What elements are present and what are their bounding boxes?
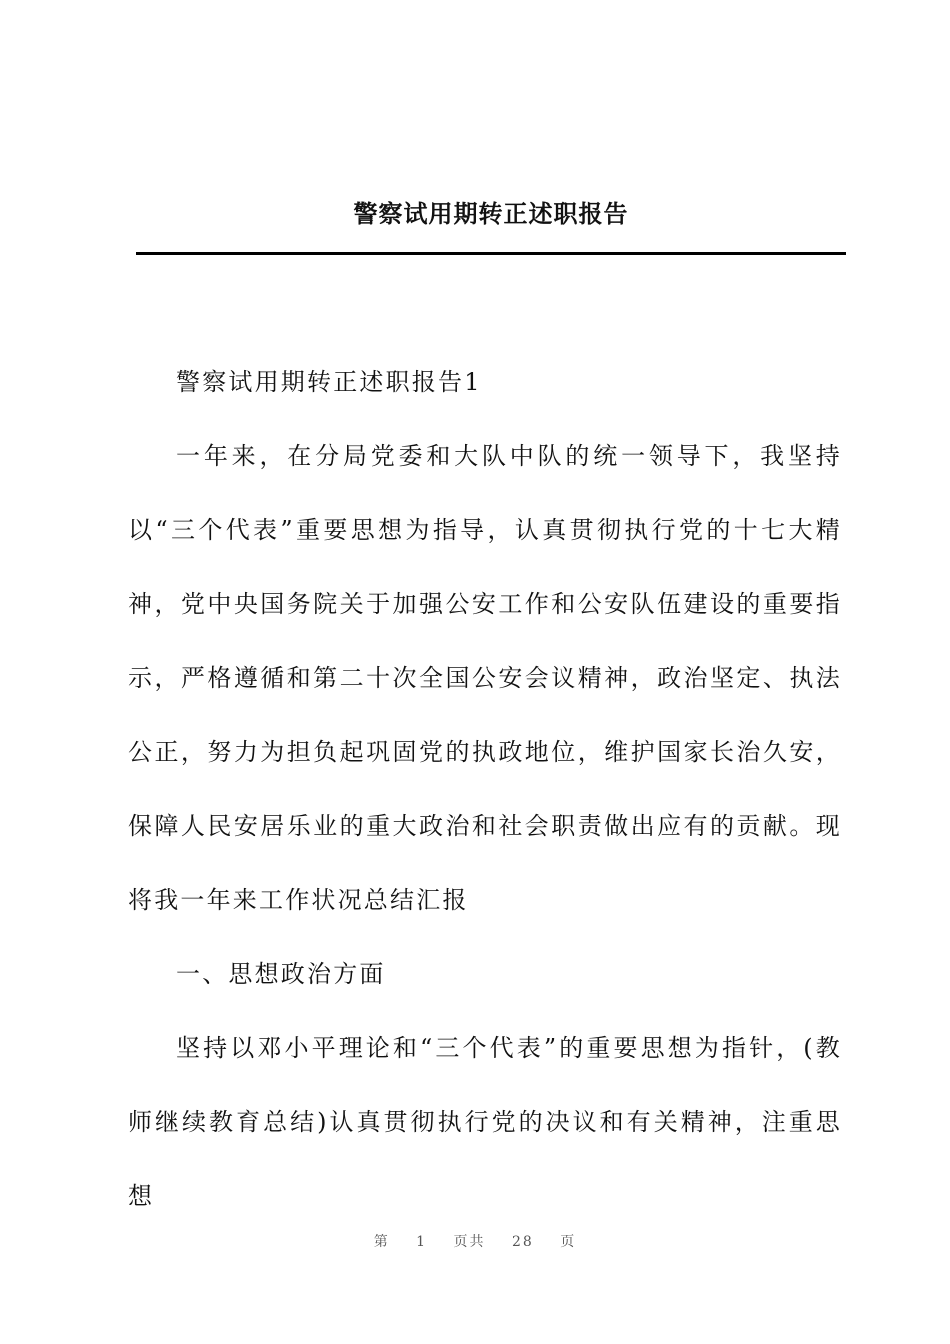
page-total: 28 bbox=[512, 1234, 534, 1250]
document-title: 警察试用期转正述职报告 bbox=[353, 199, 629, 228]
paragraph: 坚持以邓小平理论和“三个代表”的重要思想为指针，(教师继续教育总结)认真贯彻执行党的决议和有关精神，注重思想 bbox=[128, 1034, 842, 1210]
section-heading: 警察试用期转正述职报告1 bbox=[176, 368, 482, 396]
paragraph: 一年来，在分局党委和大队中队的统一领导下，我坚持以“三个代表”重要思想为指导，认真贯彻执行党的十七大精神，党中央国务院关于加强公安工作和公安队伍建设的重要指示，严格遵循和第二十次全国公安会议精神，政治坚定、执法公正，努力为担负起巩固党的执政地位，维护国家长治久安，保障人民安居乐业的重大政治和社会职责做出应有的贡献。现将我一年来工作状况总结汇报 bbox=[128, 442, 842, 914]
document-body bbox=[128, 345, 842, 1233]
footer-prefix: 第 bbox=[373, 1234, 390, 1250]
title-underline bbox=[136, 252, 846, 255]
section-heading: 一、思想政治方面 bbox=[176, 960, 386, 988]
page-number: 1 bbox=[416, 1234, 428, 1250]
page-footer bbox=[0, 1231, 950, 1251]
footer-middle: 页共 bbox=[453, 1234, 486, 1250]
footer-suffix: 页 bbox=[560, 1234, 577, 1250]
